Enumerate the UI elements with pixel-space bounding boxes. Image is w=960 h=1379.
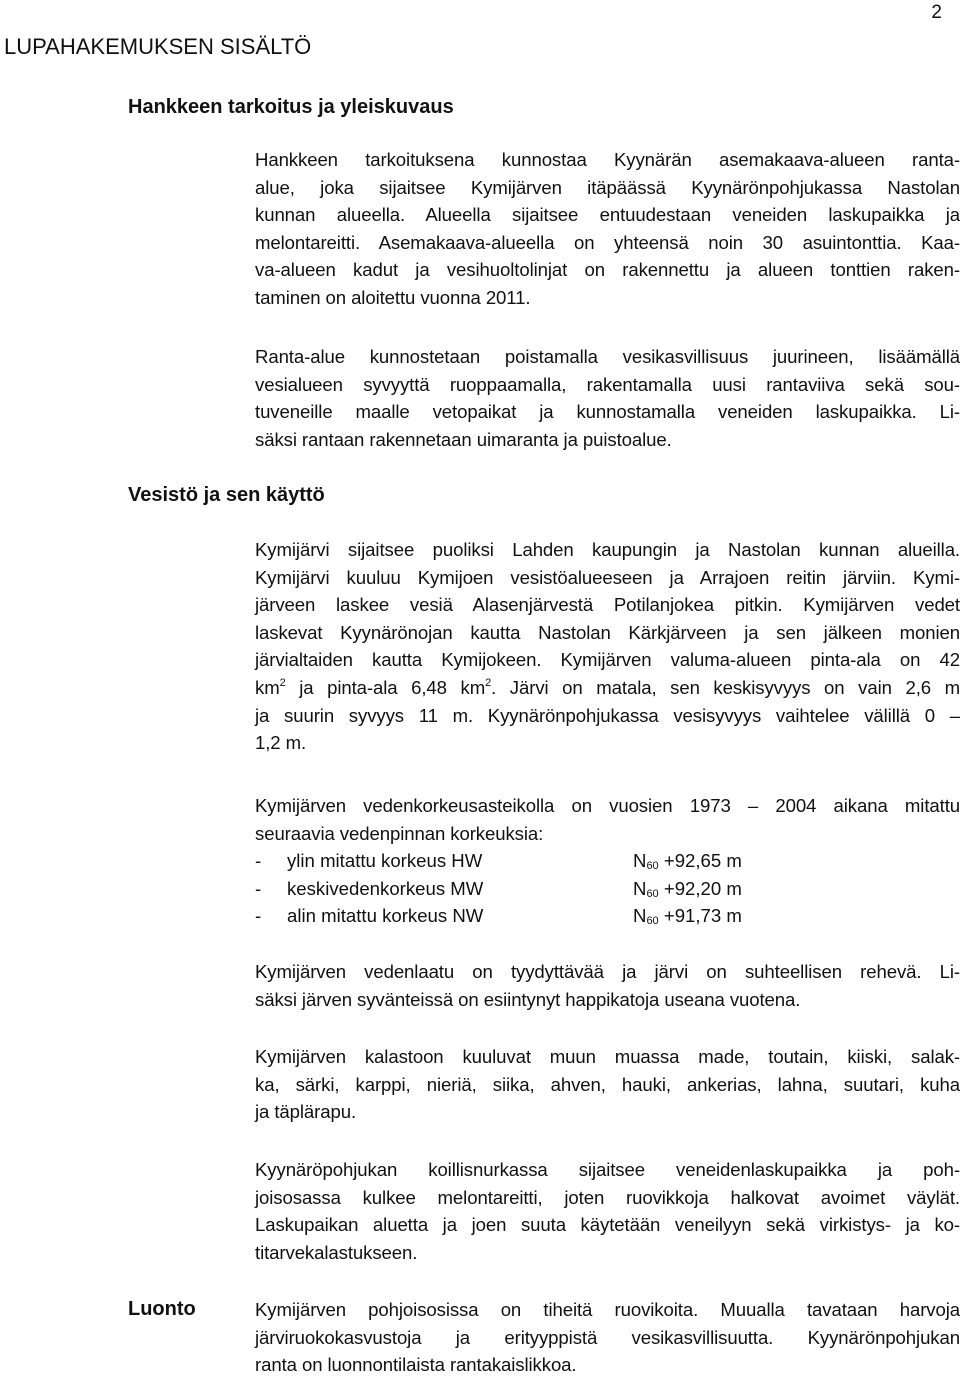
list-dash: - xyxy=(255,877,262,899)
text-line: titarvekalastukseen. xyxy=(255,1241,418,1263)
text-fragment: ja pinta-ala 6,48 km xyxy=(285,676,486,698)
water-level-label: ylin mitattu korkeus HW xyxy=(287,850,483,871)
text-line: säksi rantaan rakennetaan uimaranta ja puistoalue. xyxy=(255,428,672,450)
unit-text: km xyxy=(255,676,280,698)
text-line: melontareitti. Asemakaava-alueella on yhteensä noin 30 asuintonttia. Kaa- xyxy=(255,231,960,253)
text-line: Ranta-alue kunnostetaan poistamalla vesikasvillisuus juurineen, lisäämällä xyxy=(255,346,960,367)
text-line: järvialtaiden kautta Kymijokeen. Kymijärven valuma-alueen pinta-ala on 42 xyxy=(255,649,960,671)
text-line: ja suurin syvyys 11 m. Kyynärönpohjukassa vesisyvyys vaihtelee välillä 0 – xyxy=(255,704,960,726)
text-line: ja täplärapu. xyxy=(255,1101,357,1123)
section-heading-nature: Luonto xyxy=(128,1298,196,1320)
text-line xyxy=(255,674,960,702)
water-level-row xyxy=(255,847,855,875)
text-line: Kymijärven pohjoisosissa on tiheitä ruovikoita. Muualla tavataan harvoja xyxy=(255,1299,960,1320)
level-number: +92,20 m xyxy=(658,877,742,899)
text-line: Kymijärven vedenkorkeusasteikolla on vuosien 1973 – 2004 aikana mitattu xyxy=(255,795,960,816)
text-line: laskevat Kyynärönojan kautta Nastolan Kärkjärveen ja sen jälkeen monien xyxy=(255,621,960,643)
water-level-row xyxy=(255,902,855,930)
page-number: 2 xyxy=(931,2,942,23)
superscript: 2 xyxy=(485,676,492,689)
datum-symbol: N xyxy=(633,877,647,899)
purpose-paragraph-1 xyxy=(255,146,960,312)
section-heading-purpose: Hankkeen tarkoitus ja yleiskuvaus xyxy=(128,96,454,118)
list-dash: - xyxy=(255,850,262,871)
text-line: ranta on luonnontilaista rantakaislikkoa. xyxy=(255,1354,577,1376)
waterbody-paragraph-4 xyxy=(255,1043,960,1126)
datum-symbol: N xyxy=(633,905,647,927)
datum-subscript: 60 xyxy=(646,860,659,872)
text-line: Laskupaikan aluetta ja joen suuta käytetään veneilyyn sekä virkistys- ja ko- xyxy=(255,1214,960,1236)
text-line: kunnan alueella. Alueella sijaitsee entuudestaan veneiden laskupaikka ja xyxy=(255,204,960,226)
text-line: taminen on aloitettu vuonna 2011. xyxy=(255,286,531,308)
text-line: seuraavia vedenpinnan korkeuksia: xyxy=(255,822,544,844)
level-number: +91,73 m xyxy=(658,905,742,927)
section-heading-waterbody: Vesistö ja sen käyttö xyxy=(128,484,325,506)
text-line: järveen laskee vesiä Alasenjärvestä Potilanjokea pitkin. Kymijärven vedet xyxy=(255,594,960,616)
water-level-list xyxy=(255,847,855,930)
water-level-value xyxy=(633,875,742,903)
text-line: va-alueen kadut ja vesihuoltolinjat on rakennettu ja alueen tonttien raken- xyxy=(255,259,960,281)
text-line: säksi järven syvänteissä on esiintynyt happikatoja useana vuotena. xyxy=(255,988,801,1010)
water-level-label: keskivedenkorkeus MW xyxy=(287,877,484,899)
water-level-value xyxy=(633,847,742,875)
text-line: joisosassa kulkee melontareitti, joten ruovikkoja halkovat avoimet väylät. xyxy=(255,1186,960,1208)
text-line: tuveneille maalle vetopaikat ja kunnostamalla veneiden laskupaikka. Li- xyxy=(255,401,960,423)
superscript: 2 xyxy=(279,676,286,689)
text-line: Hankkeen tarkoituksena kunnostaa Kyynärän asemakaava-alueen ranta- xyxy=(255,149,960,170)
text-fragment: . Järvi on matala, sen keskisyvyys on vain 2,6 m xyxy=(491,676,960,698)
water-level-label: alin mitattu korkeus NW xyxy=(287,905,484,927)
purpose-paragraph-2 xyxy=(255,343,960,453)
text-line: alue, joka sijaitsee Kymijärven itäpäässä Kyynärönpohjukassa Nastolan xyxy=(255,176,960,198)
nature-paragraph-1 xyxy=(255,1296,960,1379)
waterbody-paragraph-2 xyxy=(255,792,960,847)
waterbody-paragraph-3 xyxy=(255,958,960,1013)
text-line: vesialueen syvyyttä ruoppaamalla, rakentamalla uusi rantaviiva sekä sou- xyxy=(255,373,960,395)
water-level-value xyxy=(633,902,742,930)
text-line: Kymijärvi kuuluu Kymijoen vesistöalueeseen ja Arrajoen reitin järviin. Kymi- xyxy=(255,566,960,588)
list-dash: - xyxy=(255,905,262,927)
text-line: Kyynäröpohjukan koillisnurkassa sijaitsee veneidenlaskupaikka ja poh- xyxy=(255,1159,960,1180)
waterbody-paragraph-5 xyxy=(255,1156,960,1266)
text-line: järviruokokasvustoja ja erityyppistä vesikasvillisuutta. Kyynärönpohjukan xyxy=(255,1326,960,1348)
waterbody-paragraph-1 xyxy=(255,536,960,757)
text-line: Kymijärvi sijaitsee puoliksi Lahden kaupungin ja Nastolan kunnan alueilla. xyxy=(255,539,960,560)
datum-subscript: 60 xyxy=(646,915,659,928)
document-title: LUPAHAKEMUKSEN SISÄLTÖ xyxy=(4,34,312,59)
text-line: Kymijärven kalastoon kuuluvat muun muassa made, toutain, kiiski, salak- xyxy=(255,1046,960,1067)
datum-symbol: N xyxy=(633,850,647,871)
text-line: Kymijärven vedenlaatu on tyydyttävää ja järvi on suhteellisen rehevä. Li- xyxy=(255,961,960,982)
text-line: ka, särki, karppi, nieriä, siika, ahven, hauki, ankerias, lahna, suutari, kuha xyxy=(255,1073,960,1095)
level-number: +92,65 m xyxy=(658,850,742,871)
text-line: 1,2 m. xyxy=(255,732,307,754)
water-level-row xyxy=(255,875,855,903)
datum-subscript: 60 xyxy=(646,887,659,900)
